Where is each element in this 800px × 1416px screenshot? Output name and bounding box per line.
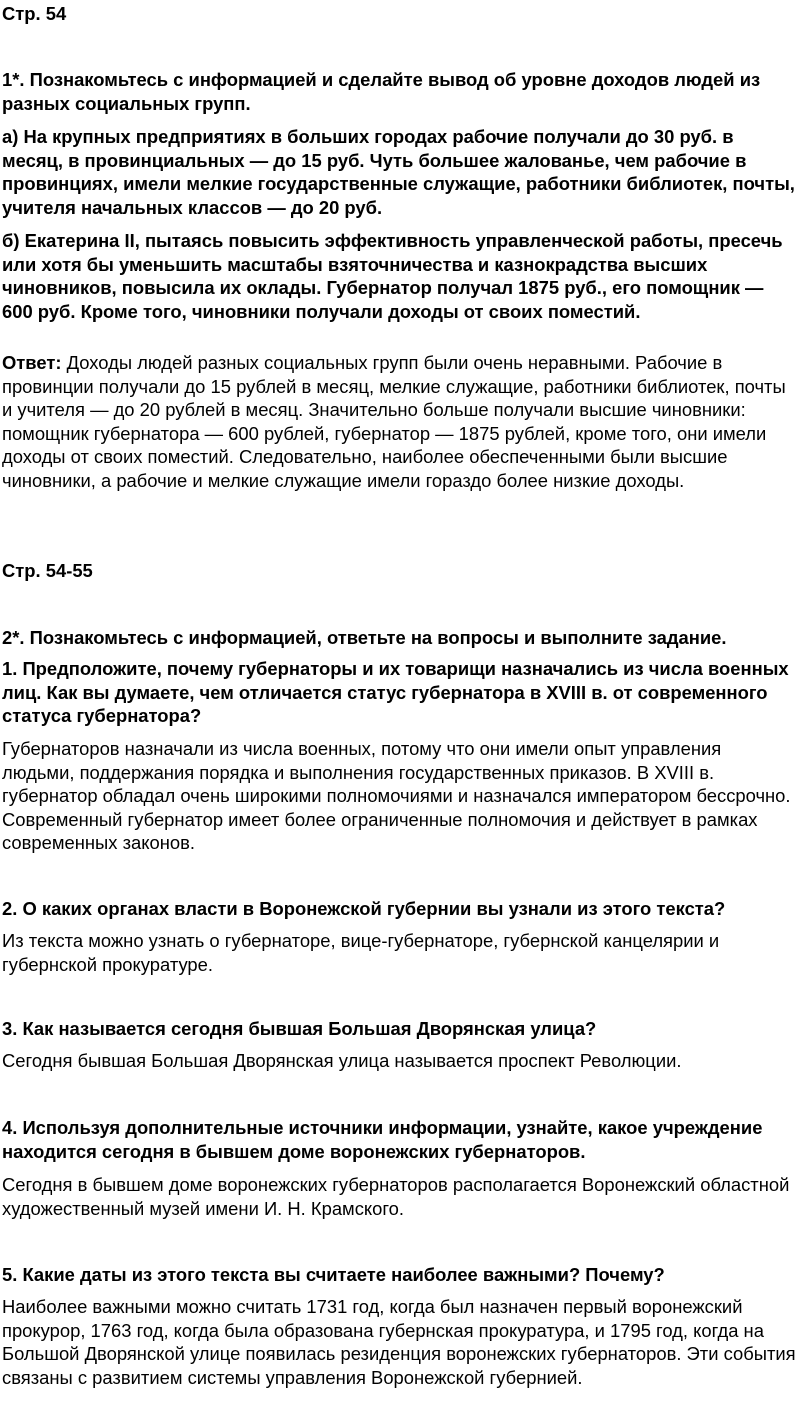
- task-1-answer: [2, 351, 798, 493]
- question-5: 5. Какие даты из этого текста вы считаете наиболее важными? Почему?: [2, 1264, 665, 1285]
- page-label-54: Стр. 54: [2, 3, 67, 24]
- answer-3: Сегодня бывшая Большая Дворянская улица называется проспект Революции.: [2, 1050, 682, 1071]
- task-1-info-a: а) На крупных предприятиях в больших городах рабочие получали до 30 руб. в месяц, в провинциальных — до 15 руб. Чуть большее жалованье, чем рабочие в провинциях, имели мелкие государственные служащие, работники библиотек, почты, учителя начальных классов — до 20 руб.: [2, 126, 795, 218]
- question-1: 1. Предположите, почему губернаторы и их товарищи назначались из числа военных лиц. Как вы думаете, чем отличается статус губернатора в XVIII в. от современного статуса губернатора?: [2, 658, 789, 727]
- answer-text: Доходы людей разных социальных групп были очень неравными. Рабочие в провинции получали до 15 рублей в месяц, мелкие служащие, работники библиотек, почты и учителя — до 20 рублей в месяц. Значительно больше получали высшие чиновники: помощник губернатора — 600 рублей, губернатор — 1875 рублей, кроме того, они имели доходы от своих поместий. Следовательно, наиболее обеспеченными были высшие чиновники, а рабочие и мелкие служащие имели гораздо более низкие доходы.: [2, 352, 786, 491]
- page-label-54-55: Стр. 54-55: [2, 560, 93, 581]
- answer-label: Ответ:: [2, 352, 62, 373]
- question-4: 4. Используя дополнительные источники информации, узнайте, какое учреждение находится сегодня в бывшем доме воронежских губернаторов.: [2, 1117, 763, 1162]
- task-2-heading: 2*. Познакомьтесь с информацией, ответьте на вопросы и выполните задание.: [2, 627, 727, 648]
- answer-4: Сегодня в бывшем доме воронежских губернаторов располагается Воронежский областной художественный музей имени И. Н. Крамского.: [2, 1174, 790, 1219]
- question-2: 2. О каких органах власти в Воронежской губернии вы узнали из этого текста?: [2, 898, 726, 919]
- task-1-heading: 1*. Познакомьтесь с информацией и сделайте вывод об уровне доходов людей из разных социальных групп.: [2, 69, 761, 114]
- answer-2: Из текста можно узнать о губернаторе, вице-губернаторе, губернской канцелярии и губернской прокуратуре.: [2, 930, 720, 975]
- answer-5: Наиболее важными можно считать 1731 год, когда был назначен первый воронежский прокурор, 1763 год, когда была образована губернская прокуратура, и 1795 год, когда на Большой Дворянской улице появилась резиденция воронежских губернаторов. Эти события связаны с развитием системы управления Воронежской губернией.: [2, 1296, 796, 1388]
- task-1-info-b: б) Екатерина II, пытаясь повысить эффективность управленческой работы, пресечь или хотя бы уменьшить масштабы взяточничества и казнокрадства высших чиновников, повысила их оклады. Губернатор получал 1875 руб., его помощник — 600 руб. Кроме того, чиновники получали доходы от своих поместий.: [2, 230, 783, 322]
- question-3: 3. Как называется сегодня бывшая Большая Дворянская улица?: [2, 1018, 597, 1039]
- answer-1: Губернаторов назначали из числа военных, потому что они имели опыт управления людьми, поддержания порядка и выполнения государственных приказов. В XVIII в. губернатор обладал очень широкими полномочиями и назначался императором бессрочно. Современный губернатор имеет более ограниченные полномочия и действует в рамках современных законов.: [2, 738, 791, 854]
